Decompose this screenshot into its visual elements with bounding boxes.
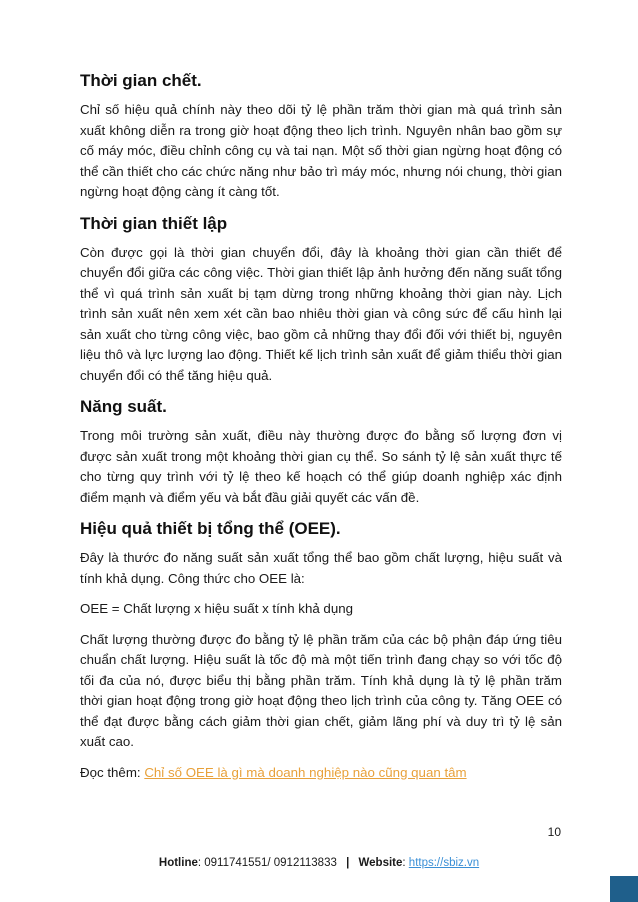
page-footer (0, 857, 638, 869)
corner-decoration (610, 876, 638, 902)
section-productivity (80, 396, 562, 508)
section-paragraph: Chỉ số hiệu quả chính này theo dõi tỷ lệ phần trăm thời gian mà quá trình sản xuất không diễn ra trong giờ hoạt động theo lịch trình. Nguyên nhân bao gồm sự cố máy móc, điều chỉnh công cụ và tai nạn. Một số thời gian ngừng hoạt động có thể cần thiết cho các chức năng như bảo trì máy móc, nhưng nói chung, thời gian ngừng hoạt động càng ít càng tốt. (80, 102, 562, 199)
section-paragraph: Trong môi trường sản xuất, điều này thường được đo bằng số lượng đơn vị được sản xuất trong một khoảng thời gian cụ thể. So sánh tỷ lệ sản xuất thực tế cho từng quy trình với tỷ lệ theo kế hoạch có thể giúp doanh nghiệp xác định điểm mạnh và điểm yếu và bắt đầu giải quyết các vấn đề. (80, 428, 562, 505)
hotline-value: : 0911741551/ 0912113833 (197, 857, 337, 869)
section-setup-time (80, 213, 562, 387)
section-paragraph: Chất lượng thường được đo bằng tỷ lệ phần trăm của các bộ phận đáp ứng tiêu chuẩn chất lượng. Hiệu suất là tốc độ mà một tiến trình đang chạy so với tốc độ tối đa của nó, được biểu thị bằng phần trăm. Tính khả dụng là tỷ lệ phần trăm thời gian hoạt động trong giờ hoạt động theo lịch trình của công ty. Tăng OEE có thể đạt được bằng cách giảm thời gian chết, giảm lãng phí và duy trì tỷ lệ sản xuất cao. (80, 631, 562, 749)
hotline-label: Hotline (158, 857, 198, 869)
section-downtime (80, 70, 562, 203)
section-heading: Năng suất. (80, 397, 167, 416)
document-body (80, 70, 562, 793)
website-label: Website (358, 857, 403, 869)
page-number: 10 (547, 825, 561, 839)
section-paragraph: Còn được gọi là thời gian chuyển đổi, đây là khoảng thời gian cần thiết để chuyển đổi giữa các công việc. Thời gian thiết lập ảnh hưởng đến năng suất tổng thể vì quá trình sản xuất bị tạm dừng trong những khoảng thời gian này. Lịch trình sản xuất nên xem xét cần bao nhiêu thời gian và công sức để cấu hình lại sản xuất cho từng công việc, bao gồm cả những thay đổi đối với thiết bị, nguyên liệu thô và lực lượng lao động. Thiết kế lịch trình sản xuất để giảm thiểu thời gian chuyển đổi có thể tăng hiệu quả. (80, 244, 562, 383)
read-more (80, 763, 562, 784)
website-link[interactable]: https://sbiz.vn (408, 857, 480, 869)
oee-formula: OEE = Chất lượng x hiệu suất x tính khả dụng (80, 601, 354, 616)
website-colon: : (402, 857, 406, 869)
section-heading: Thời gian thiết lập (80, 213, 228, 233)
footer-separator: | (346, 857, 350, 869)
section-heading: Hiệu quả thiết bị tổng thể (OEE). (80, 519, 341, 538)
read-more-link[interactable]: Chỉ số OEE là gì mà doanh nghiệp nào cũng quan tâm (144, 764, 467, 780)
section-oee (80, 518, 562, 753)
read-more-label: Đọc thêm: (80, 764, 141, 780)
section-paragraph: Đây là thước đo năng suất sản xuất tổng thể bao gồm chất lượng, hiệu suất và tính khả dụng. Công thức cho OEE là: (80, 550, 562, 586)
section-heading: Thời gian chết. (80, 71, 202, 90)
